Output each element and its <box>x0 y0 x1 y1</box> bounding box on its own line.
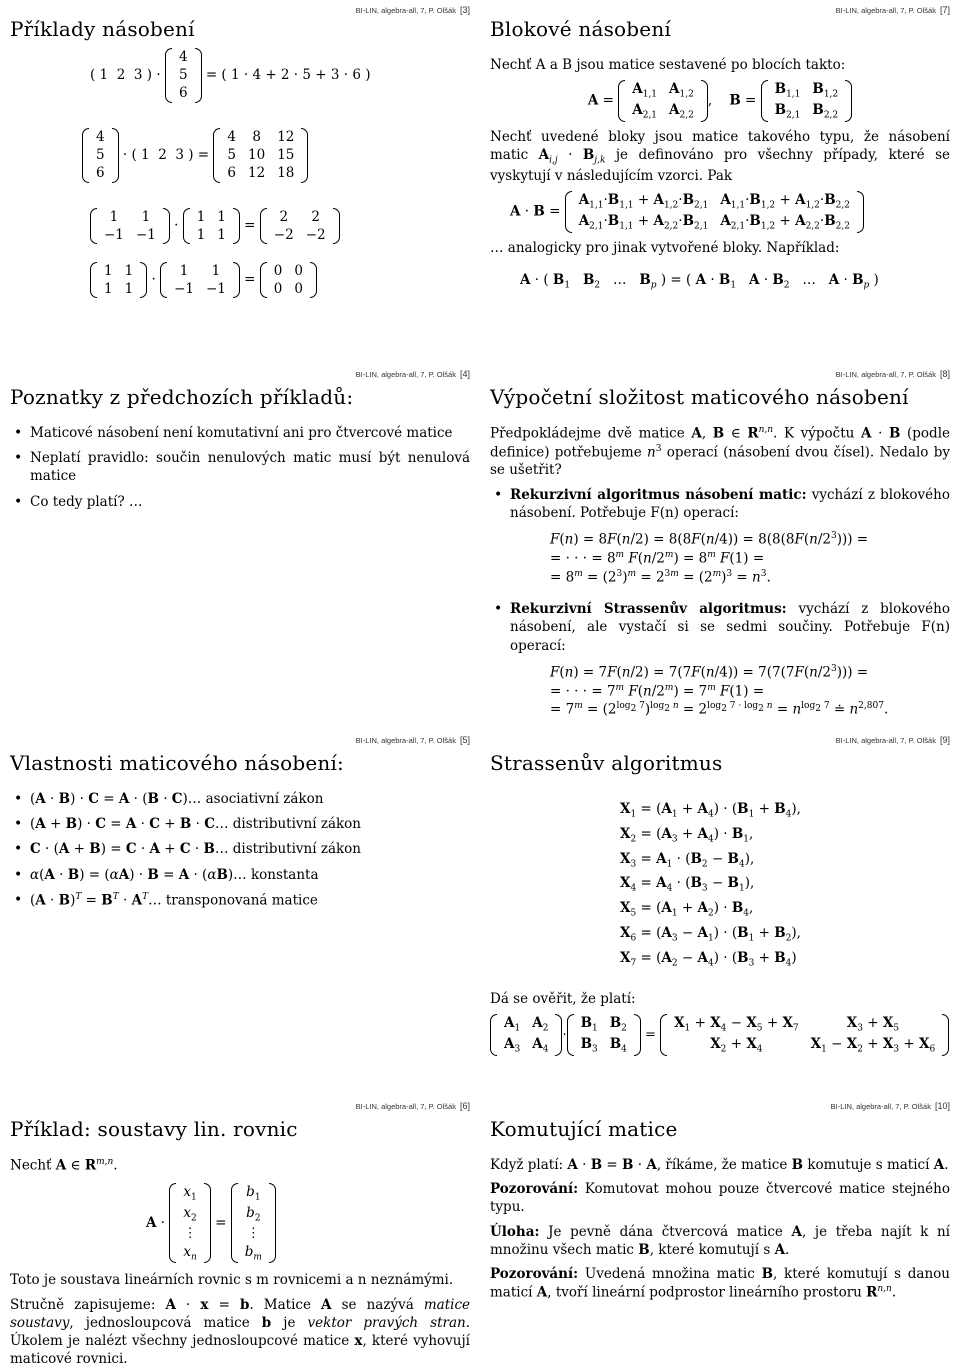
findings-list <box>10 424 470 518</box>
system-equation: A · $x_1$ $x_2$ ⋮ $x_n$ = $b_1$ $b_2$ ⋮ $b_m$ <box>146 1183 470 1264</box>
list-item: • C · (A + B) = C · A + C · B… distributivní zákon <box>10 840 470 858</box>
strassen-formula: $F(n) = 7F(n/2) = 7(7F(n/4)) = 7(7(7F(n/2^3)))$ = = · · · = $7^m$ $F(n/2^m) = 7^m$ F(1) = = $7^m = (2^{log_2 7})^{log_2 n} = 2^{log_2 7 \cdot log_2 n} = n^{log_2 7}$ ≐ $n^{2,807}$. <box>550 663 889 718</box>
list-item: • Rekurzivní Strassenův algoritmus: vychází z blokového násobení, ale vystačí si se sedmi součiny. Potřebuje F(n) operací: $F(n) = 7F(n/2) = 7(7F(n/4)) = 7(7(7F(n/2^3)))$ = = · · · = $7^m$ $F(n/2^m) = 7^m$ F(1) = = $7^m = (2^{log_2 7})^{log_2 n} = 2^{log_2 7 \cdot log_2 n} = n^{log_2 7}$ ≐ $n^{2,807}$. <box>490 600 950 719</box>
slide-title: Komutující matice <box>490 1117 678 1141</box>
block-example: A · ( $B_1$ $B_2$ … $B_p$ ) = ( $A \cdot B_1$ $A \cdot B_2$ … $A \cdot B_p$ ) <box>520 272 879 291</box>
example-4: 1 1 1 1 · 1 1 −1 −1 = 0 0 0 0 <box>90 262 470 298</box>
slide-header: BI-LIN, algebra-all, 7, P. Olšák [6] <box>355 1101 470 1111</box>
linear-system: Nechť A ∈ R$^{m,n}$. A · $x_1$ $x_2$ ⋮ $x_n$ = $b_1$ $b_2$ ⋮ $b_m$ Toto je soustava lineárních rovnic s m rovnicemi a n neznámými. Stručně zapisujeme: A · x = b. Matice A se nazývá matice soustavy, jednosloupcová matice b je vektor pravých stran. Úkolem je nalézt všechny jednosloupcové matice x, které vyhovují maticové rovnici. <box>10 1157 471 1366</box>
strassen-check: Dá se ověřit, že platí: $A_1$ $A_2$ $A_3$ $A_4$ · $B_1$ $B_2$ $B_3$ $B_4$ = $X_1 + X_4 - X_5 + X_7$ $X_3 + X_5$ $X_2 + X_4$ $X_1 - X_2 + X_3 + X_6$ <box>490 990 950 1056</box>
properties-list <box>10 790 470 917</box>
examples-block <box>90 48 470 103</box>
slide-header: BI-LIN, algebra-all, 7, P. Olšák [3] <box>355 5 470 15</box>
list-item: • Neplatí pravidlo: součin nenulových matic musí být nenulová matice <box>10 449 470 485</box>
complexity-intro: Předpokládejme dvě matice A, B ∈ R$^{n,n}$. K výpočtu A · B (podle definice) potřebujeme $n^3$ operací (násobení dvou čísel). Nedalo by se ušetřit? <box>490 425 951 479</box>
slide-9 <box>480 730 960 1094</box>
slide-title: Poznatky z předchozích příkladů: <box>10 385 354 409</box>
slide-5 <box>0 730 480 1094</box>
commuting-body: Když platí: A · B = B · A, říkáme, že matice B komutuje s maticí A. Pozorování: Komutovat mohou pouze čtvercové matice stejného typu. Úloha: Je pevně dána čtvercová matice A, je třeba najít k ní množinu všech matic B, které komutují s A. Pozorování: Uvedená množina matic B, které komutují s danou maticí A, tvoří lineární podprostor lineárního prostoru R$^{n,n}$. <box>490 1157 951 1301</box>
complexity-body <box>490 424 950 726</box>
slide-title: Výpočetní složitost maticového násobení <box>490 385 909 409</box>
slide-header: BI-LIN, algebra-all, 7, P. Olšák [9] <box>835 735 950 745</box>
block-definition: A = $A_{1,1}$ $A_{1,2}$ $A_{2,1}$ $A_{2,2}$ , B = $B_{1,1}$ $B_{1,2}$ $B_{2,1}$ $B_{2,2}$ <box>490 80 950 122</box>
slide-title: Příklady násobení <box>10 17 195 41</box>
example-1: ( 1 2 3 ) · 4 5 6 = ( 1 · 4 + 2 · 5 + 3 · 6 ) <box>90 49 371 102</box>
slide-10 <box>480 1096 960 1366</box>
list-item: • Rekurzivní algoritmus násobení matic: vychází z blokového násobení. Potřebuje F(n) operací: $F(n) = 8F(n/2) = 8(8F(n/4)) = 8(8(8F(n/2^3)))$ = = · · · = $8^m$ $F(n/2^m) = 8^m$ F(1) = = $8^m = (2^3)^m = 2^{3m} = (2^m)^3 = n^3$. <box>490 486 950 587</box>
list-item: • α(A · B) = (αA) · B = A · (αB)… konstanta <box>10 866 470 884</box>
block-condition: Nechť uvedené bloky jsou matice takového typu, že násobení matic $A_{i,j} \cdot B_{j,k}$ je definováno pro všechny případy, které se vyskytují v následujícím vzorci. Pak <box>490 128 950 184</box>
list-item: • $(A \cdot B)^T = B^T$ · $A^T\dots$ transponovaná matice <box>10 891 470 910</box>
slide-3 <box>0 0 480 364</box>
slide-4 <box>0 364 480 728</box>
block-product: A · B = $A_{1,1}\cdot B_{1,1} + A_{1,2}\cdot B_{2,1}$ $A_{1,1}\cdot B_{1,2} + A_{1,2}\cdot B_{2,2}$ $A_{2,1}\cdot B_{1,1} + A_{2,2}\cdot B_{2,1}$ $A_{2,1}\cdot B_{1,2} + A_{2,2}\cdot B_{2,2}$ <box>510 191 950 233</box>
list-item: • Co tedy platí? … <box>10 493 470 511</box>
slide-title: Příklad: soustavy lin. rovnic <box>10 1117 298 1141</box>
block-outro: … analogicky pro jinak vytvořené bloky. Například: <box>490 239 840 256</box>
slide-title: Strassenův algoritmus <box>490 751 723 775</box>
strassen-definitions: $X_1 = (A_1 + A_4) \cdot (B_1 + B_4)$, $X_2 = (A_3 + A_4) \cdot B_1$, $X_3 = A_1 \cdot (B_2 - B_4)$, $X_4 = A_4 \cdot (B_3 - B_1)$, $X_5 = (A_1 + A_2) \cdot B_4$, $X_6 = (A_3 - A_1) \cdot (B_1 + B_2)$, $X_7 = (A_2 - A_4) \cdot (B_3 + B_4)$ <box>620 801 801 969</box>
slide-header: BI-LIN, algebra-all, 7, P. Olšák [7] <box>835 5 950 15</box>
list-item: • (A + B) · C = A · C + B · C… distributivní zákon <box>10 815 470 833</box>
example-2: 4 5 6 · ( 1 2 3 ) = 4 8 12 5 10 15 6 12 18 <box>82 128 470 183</box>
slide-header: BI-LIN, algebra-all, 7, P. Olšák [5] <box>355 735 470 745</box>
recursive-formula: $F(n) = 8F(n/2) = 8(8F(n/4)) = 8(8(8F(n/2^3)))$ = = · · · = $8^m$ $F(n/2^m) = 8^m$ F(1) = = $8^m = (2^3)^m = 2^{3m} = (2^m)^3 = n^3$. <box>550 531 869 586</box>
slide-header: BI-LIN, algebra-all, 7, P. Olšák [4] <box>355 369 470 379</box>
slide-title: Blokové násobení <box>490 17 672 41</box>
slide-header: BI-LIN, algebra-all, 7, P. Olšák [8] <box>835 369 950 379</box>
slide-7 <box>480 0 960 364</box>
slide-6 <box>0 1096 480 1366</box>
block-intro: Nechť A a B jsou matice sestavené po blocích takto: A = $A_{1,1}$ $A_{1,2}$ $A_{2,1}$ $A_{2,2}$ , B = $B_{1,1}$ $B_{1,2}$ $B_{2,1}$ $B_{2,2}$ Nechť uvedené bloky jsou matice takového typu, že násobení matic $A_{i,j} \cdot B_{j,k}$ je definováno pro všechny případy, které se vyskytují v následujícím vzorci. Pak A · B = $A_{1,1}\cdot B_{1,1} + A_{1,2}\cdot B_{2,1}$ $A_{1,1}\cdot B_{1,2} + A_{1,2}\cdot B_{2,2}$ $A_{2,1}\cdot B_{1,1} + A_{2,2}\cdot B_{2,1}$ $A_{2,1}\cdot B_{1,2} + A_{2,2}\cdot B_{2,2}$ … analogicky pro jinak vytvořené bloky. Například: A · ( $B_1$ $B_2$ … $B_p$ ) = ( $A \cdot B_1$ $A \cdot B_2$ … $A \cdot B_p$ ) <box>490 57 950 291</box>
slide-title: Vlastnosti maticového násobení: <box>10 751 344 775</box>
list-item: • (A · B) · C = A · (B · C)… asociativní zákon <box>10 790 470 808</box>
slide-header: BI-LIN, algebra-all, 7, P. Olšák [10] <box>830 1101 950 1111</box>
list-item: • Maticové násobení není komutativní ani pro čtvercové matice <box>10 424 470 442</box>
example-3: 1 1 −1 −1 · 1 1 1 1 = 2 2 −2 −2 <box>90 208 470 244</box>
slide-8 <box>480 364 960 728</box>
